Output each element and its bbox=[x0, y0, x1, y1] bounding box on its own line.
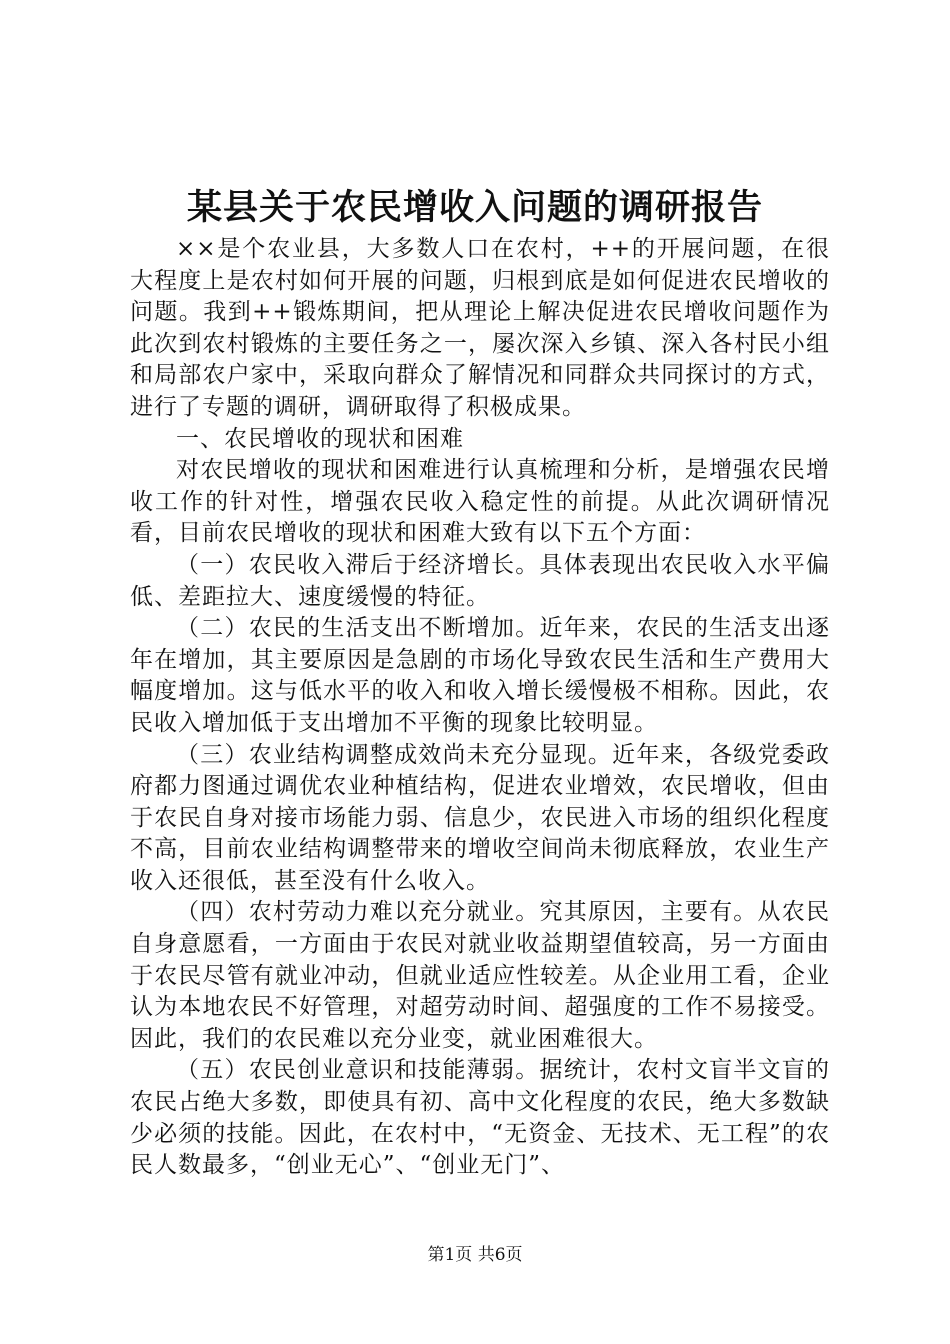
point-5-paragraph: （五）农民创业意识和技能薄弱。据统计，农村文盲半文盲的农民占绝大多数，即使具有初、高中文化程度的农民，绝大多数缺少必须的技能。因此，在农村中，“无资金、无技术、无工程”的农民人数最多，“创业无心”、“创业无门”、 bbox=[130, 1057, 830, 1179]
point-1-paragraph: （一）农民收入滞后于经济增长。具体表现出农民收入水平偏低、差距拉大、速度缓慢的特征。 bbox=[130, 551, 830, 610]
document-body bbox=[130, 234, 830, 1182]
section-intro-paragraph: 对农民增收的现状和困难进行认真梳理和分析，是增强农民增收工作的针对性，增强农民收入稳定性的前提。从此次调研情况看，目前农民增收的现状和困难大致有以下五个方面： bbox=[130, 457, 830, 547]
section-heading-1: 一、农民增收的现状和困难 bbox=[176, 425, 464, 452]
point-2-paragraph: （二）农民的生活支出不断增加。近年来，农民的生活支出逐年在增加，其主要原因是急剧的市场化导致农民生活和生产费用大幅度增加。这与低水平的收入和收入增长缓慢极不相称。因此，农民收入增加低于支出增加不平衡的现象比较明显。 bbox=[130, 615, 830, 736]
intro-paragraph: ××是个农业县，大多数人口在农村，++的开展问题，在很大程度上是农村如何开展的问题，归根到底是如何促进农民增收的问题。我到++锻炼期间，把从理论上解决促进农民增收问题作为此次到农村锻炼的主要任务之一，屡次深入乡镇、深入各村民小组和局部农户家中，采取向群众了解情况和同群众共同探讨的方式，进行了专题的调研，调研取得了积极成果。 bbox=[130, 236, 830, 420]
point-4-paragraph: （四）农村劳动力难以充分就业。究其原因，主要有。从农民自身意愿看，一方面由于农民对就业收益期望值较高，另一方面由于农民尽管有就业冲动，但就业适应性较差。从企业用工看，企业认为本地农民不好管理，对超劳动时间、超强度的工作不易接受。因此，我们的农民难以充分业变，就业困难很大。 bbox=[130, 899, 830, 1052]
point-3-paragraph: （三）农业结构调整成效尚未充分显现。近年来，各级党委政府都力图通过调优农业种植结构，促进农业增效，农民增收，但由于农民自身对接市场能力弱、信息少，农民进入市场的组织化程度不高，目前农业结构调整带来的增收空间尚未彻底释放，农业生产收入还很低，甚至没有什么收入。 bbox=[130, 741, 830, 894]
document-title: 某县关于农民增收入问题的调研报告 bbox=[186, 187, 763, 228]
page-footer bbox=[0, 1243, 950, 1267]
page-indicator: 第1页 共6页 bbox=[427, 1245, 523, 1265]
